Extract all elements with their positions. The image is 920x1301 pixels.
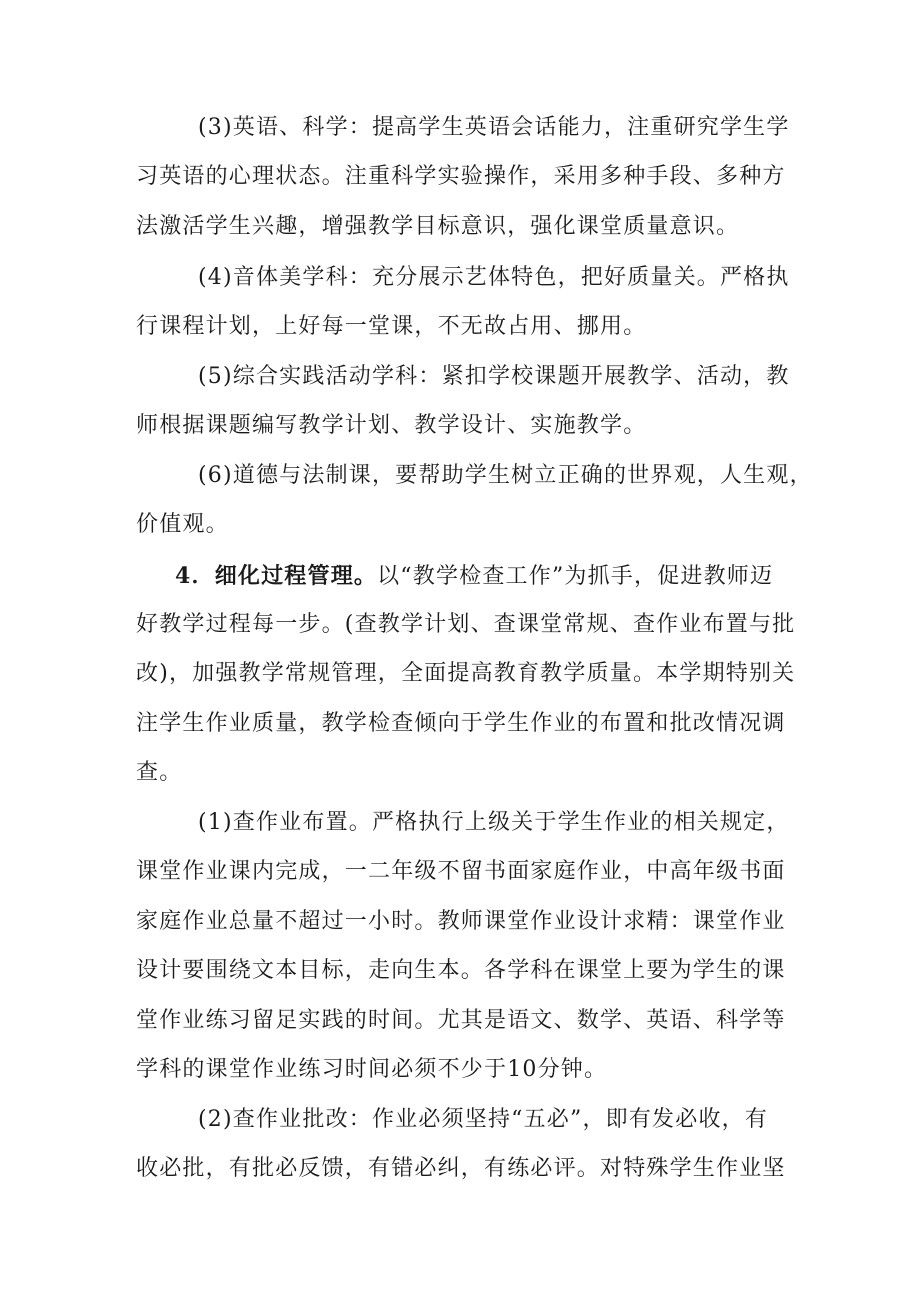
paragraph-3-line-1: (3)英语、科学：提高学生英语会话能力，注重研究学生学 [198, 115, 790, 140]
section-4-heading: 4．细化过程管理。 [175, 563, 378, 589]
paragraph-3-line-2: 习英语的心理状态。注重科学实验操作，采用多种手段、多种方 [136, 164, 786, 189]
paragraph-check-grading-line-1: (2)查作业批改：作业必须坚持“五必”，即有发必收，有 [198, 1107, 769, 1132]
paragraph-5-line-1: (5)综合实践活动学科：紧扣学校课题开展教学、活动，教 [198, 364, 790, 389]
paragraph-6-line-2: 价值观。 [136, 512, 229, 537]
section-4-line-5: 查。 [136, 760, 183, 785]
paragraph-check-layout-line-1: (1)查作业布置。严格执行上级关于学生作业的相关规定， [198, 810, 790, 835]
section-4-line-3: 改)，加强教学常规管理，全面提高教育教学质量。本学期特别关 [136, 661, 796, 686]
paragraph-check-layout-line-3: 家庭作业总量不超过一小时。教师课堂作业设计求精：课堂作业 [136, 909, 786, 934]
paragraph-6-line-1: (6)道德与法制课，要帮助学生树立正确的世界观，人生观， [198, 463, 813, 488]
paragraph-5-line-2: 师根据课题编写教学计划、教学设计、实施教学。 [136, 413, 647, 438]
section-4-line-2: 好教学过程每一步。(查教学计划、查课堂常规、查作业布置与批 [136, 612, 796, 637]
section-4-line-1 [175, 561, 773, 592]
paragraph-check-grading-line-2: 收必批，有批必反馈，有错必纠，有练必评。对特殊学生作业坚 [136, 1156, 786, 1181]
paragraph-check-layout-line-5: 堂作业练习留足实践的时间。尤其是语文、数学、英语、科学等 [136, 1008, 786, 1033]
paragraph-check-layout-line-6: 学科的课堂作业练习时间必须不少于10分钟。 [136, 1057, 608, 1082]
paragraph-4-line-2: 行课程计划，上好每一堂课，不无故占用、挪用。 [136, 314, 647, 339]
section-4-text: 以“教学检查工作”为抓手，促进教师迈 [377, 564, 774, 589]
section-4-line-4: 注学生作业质量，教学检查倾向于学生作业的布置和批改情况调 [136, 711, 786, 736]
paragraph-check-layout-line-4: 设计要围绕文本目标，走向生本。各学科在课堂上要为学生的课 [136, 958, 786, 983]
paragraph-check-layout-line-2: 课堂作业课内完成，一二年级不留书面家庭作业，中高年级书面 [136, 859, 786, 884]
paragraph-4-line-1: (4)音体美学科：充分展示艺体特色，把好质量关。严格执 [198, 265, 790, 290]
paragraph-3-line-3: 法激活学生兴趣，增强教学目标意识，强化课堂质量意识。 [136, 214, 740, 239]
